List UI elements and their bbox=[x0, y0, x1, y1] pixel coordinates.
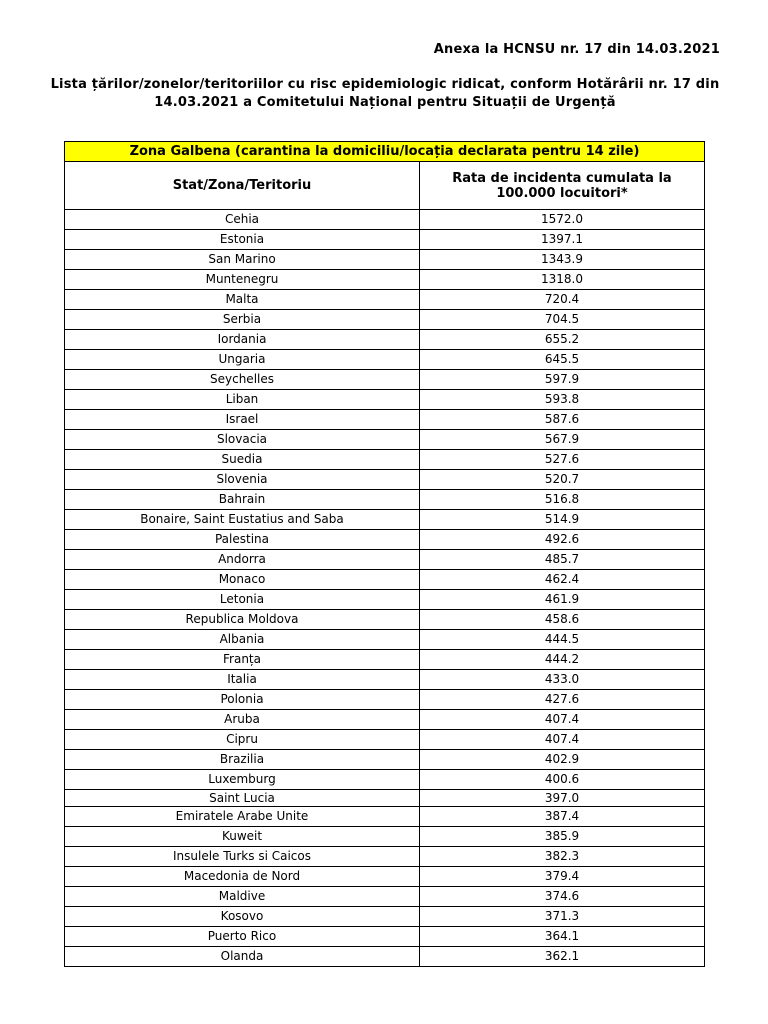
table-row bbox=[65, 670, 705, 690]
rate-cell: 1397.1 bbox=[420, 230, 705, 250]
country-cell: Italia bbox=[65, 670, 420, 690]
country-cell: Israel bbox=[65, 410, 420, 430]
country-cell: Seychelles bbox=[65, 370, 420, 390]
country-cell: Kuweit bbox=[65, 827, 420, 847]
zone-label: Zona Galbena (carantina la domiciliu/locația declarata pentru 14 zile) bbox=[65, 142, 705, 162]
country-cell: Bahrain bbox=[65, 490, 420, 510]
table-row bbox=[65, 510, 705, 530]
country-cell: Kosovo bbox=[65, 907, 420, 927]
table-row bbox=[65, 827, 705, 847]
rate-cell: 433.0 bbox=[420, 670, 705, 690]
rate-cell: 492.6 bbox=[420, 530, 705, 550]
table-row bbox=[65, 750, 705, 770]
table-row bbox=[65, 907, 705, 927]
column-header-rate-line-2: 100.000 locuitori* bbox=[496, 185, 628, 201]
table-row bbox=[65, 490, 705, 510]
country-cell: Saint Lucia bbox=[65, 790, 420, 807]
country-cell: Estonia bbox=[65, 230, 420, 250]
table-row bbox=[65, 230, 705, 250]
rate-cell: 597.9 bbox=[420, 370, 705, 390]
country-cell: Monaco bbox=[65, 570, 420, 590]
table-row bbox=[65, 927, 705, 947]
table-row bbox=[65, 530, 705, 550]
table-row bbox=[65, 330, 705, 350]
rate-cell: 407.4 bbox=[420, 730, 705, 750]
rate-cell: 364.1 bbox=[420, 927, 705, 947]
rate-cell: 374.6 bbox=[420, 887, 705, 907]
country-cell: Palestina bbox=[65, 530, 420, 550]
country-cell: Republica Moldova bbox=[65, 610, 420, 630]
title-line-1: Lista țărilor/zonelor/teritoriilor cu risc epidemiologic ridicat, conform Hotărârii nr. 17 din bbox=[50, 77, 720, 92]
country-cell: Brazilia bbox=[65, 750, 420, 770]
country-cell: Slovacia bbox=[65, 430, 420, 450]
table-row bbox=[65, 470, 705, 490]
column-header-rate-line-1: Rata de incidenta cumulata la bbox=[452, 170, 672, 186]
rate-cell: 407.4 bbox=[420, 710, 705, 730]
table-row bbox=[65, 410, 705, 430]
document-title bbox=[40, 76, 730, 112]
country-cell: Puerto Rico bbox=[65, 927, 420, 947]
rate-cell: 400.6 bbox=[420, 770, 705, 790]
table-row bbox=[65, 550, 705, 570]
annex-reference: Anexa la HCNSU nr. 17 din 14.03.2021 bbox=[433, 42, 720, 57]
country-cell: Iordania bbox=[65, 330, 420, 350]
rate-cell: 485.7 bbox=[420, 550, 705, 570]
rate-cell: 567.9 bbox=[420, 430, 705, 450]
table-row bbox=[65, 590, 705, 610]
rate-cell: 402.9 bbox=[420, 750, 705, 770]
country-cell: Franța bbox=[65, 650, 420, 670]
country-cell: Albania bbox=[65, 630, 420, 650]
country-cell: Luxemburg bbox=[65, 770, 420, 790]
rate-cell: 385.9 bbox=[420, 827, 705, 847]
table-row bbox=[65, 570, 705, 590]
rate-cell: 371.3 bbox=[420, 907, 705, 927]
table-body bbox=[65, 210, 705, 967]
table-row bbox=[65, 690, 705, 710]
table-row bbox=[65, 430, 705, 450]
rate-cell: 461.9 bbox=[420, 590, 705, 610]
rate-cell: 527.6 bbox=[420, 450, 705, 470]
rate-cell: 520.7 bbox=[420, 470, 705, 490]
table-row bbox=[65, 250, 705, 270]
country-cell: Cehia bbox=[65, 210, 420, 230]
rate-cell: 458.6 bbox=[420, 610, 705, 630]
rate-cell: 593.8 bbox=[420, 390, 705, 410]
rate-cell: 1318.0 bbox=[420, 270, 705, 290]
table-row bbox=[65, 770, 705, 790]
title-line-2: 14.03.2021 a Comitetului Național pentru Situații de Urgență bbox=[154, 95, 616, 110]
rate-cell: 516.8 bbox=[420, 490, 705, 510]
table-row bbox=[65, 350, 705, 370]
country-cell: San Marino bbox=[65, 250, 420, 270]
column-header-rate bbox=[420, 162, 705, 210]
table-row bbox=[65, 610, 705, 630]
rate-cell: 397.0 bbox=[420, 790, 705, 807]
table-row bbox=[65, 807, 705, 827]
table-row bbox=[65, 310, 705, 330]
country-cell: Serbia bbox=[65, 310, 420, 330]
rate-cell: 655.2 bbox=[420, 330, 705, 350]
table-row bbox=[65, 290, 705, 310]
country-cell: Aruba bbox=[65, 710, 420, 730]
table-row bbox=[65, 887, 705, 907]
country-cell: Bonaire, Saint Eustatius and Saba bbox=[65, 510, 420, 530]
table-row bbox=[65, 847, 705, 867]
table-row bbox=[65, 450, 705, 470]
rate-cell: 645.5 bbox=[420, 350, 705, 370]
rate-cell: 427.6 bbox=[420, 690, 705, 710]
country-cell: Maldive bbox=[65, 887, 420, 907]
rate-cell: 387.4 bbox=[420, 807, 705, 827]
table-row bbox=[65, 650, 705, 670]
rate-cell: 587.6 bbox=[420, 410, 705, 430]
country-cell: Letonia bbox=[65, 590, 420, 610]
country-cell: Ungaria bbox=[65, 350, 420, 370]
table-row bbox=[65, 630, 705, 650]
country-cell: Andorra bbox=[65, 550, 420, 570]
table-row bbox=[65, 790, 705, 807]
table-row bbox=[65, 730, 705, 750]
country-cell: Emiratele Arabe Unite bbox=[65, 807, 420, 827]
table-row bbox=[65, 370, 705, 390]
rate-cell: 362.1 bbox=[420, 947, 705, 967]
rate-cell: 379.4 bbox=[420, 867, 705, 887]
rate-cell: 444.5 bbox=[420, 630, 705, 650]
table-row bbox=[65, 390, 705, 410]
country-cell: Olanda bbox=[65, 947, 420, 967]
country-cell: Macedonia de Nord bbox=[65, 867, 420, 887]
zone-header-row bbox=[65, 142, 705, 162]
column-header-row bbox=[65, 162, 705, 210]
rate-cell: 382.3 bbox=[420, 847, 705, 867]
country-cell: Suedia bbox=[65, 450, 420, 470]
country-cell: Muntenegru bbox=[65, 270, 420, 290]
rate-cell: 1343.9 bbox=[420, 250, 705, 270]
country-cell: Malta bbox=[65, 290, 420, 310]
country-cell: Liban bbox=[65, 390, 420, 410]
table-row bbox=[65, 710, 705, 730]
country-cell: Polonia bbox=[65, 690, 420, 710]
column-header-country: Stat/Zona/Teritoriu bbox=[65, 162, 420, 210]
table-row bbox=[65, 947, 705, 967]
rate-cell: 704.5 bbox=[420, 310, 705, 330]
rate-cell: 462.4 bbox=[420, 570, 705, 590]
country-cell: Slovenia bbox=[65, 470, 420, 490]
table-row bbox=[65, 867, 705, 887]
table-row bbox=[65, 270, 705, 290]
risk-countries-table bbox=[64, 141, 705, 967]
rate-cell: 1572.0 bbox=[420, 210, 705, 230]
rate-cell: 514.9 bbox=[420, 510, 705, 530]
country-cell: Cipru bbox=[65, 730, 420, 750]
rate-cell: 444.2 bbox=[420, 650, 705, 670]
rate-cell: 720.4 bbox=[420, 290, 705, 310]
country-cell: Insulele Turks si Caicos bbox=[65, 847, 420, 867]
table-row bbox=[65, 210, 705, 230]
